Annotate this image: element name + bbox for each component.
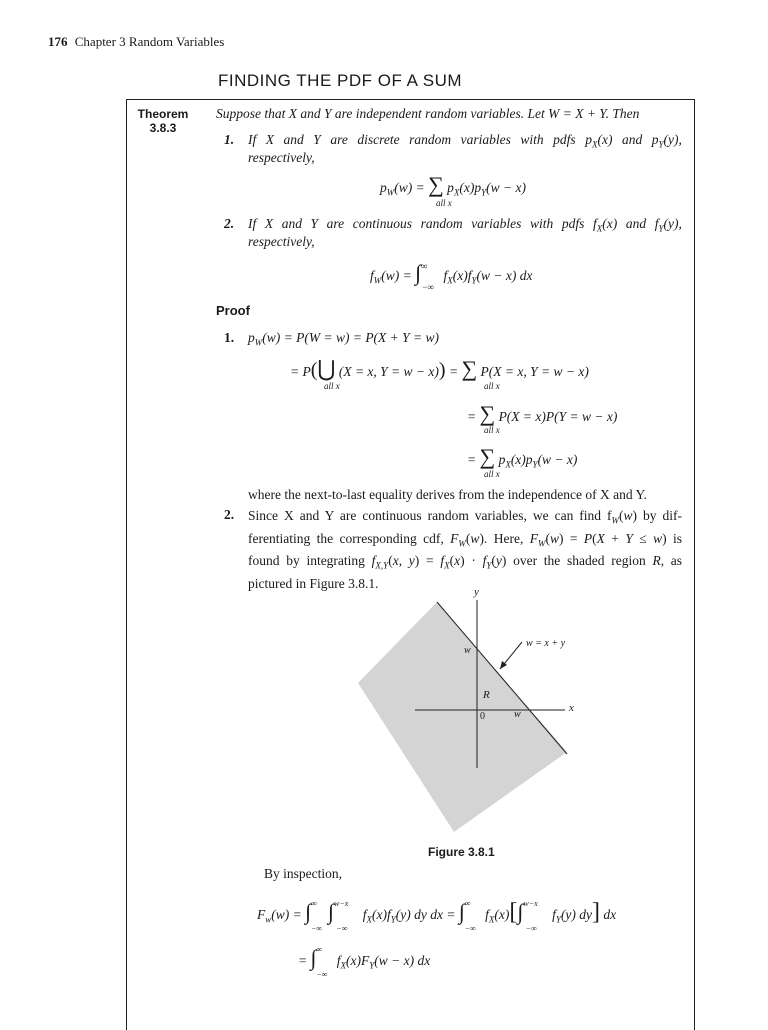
- w-intercept-x-label: w: [514, 709, 521, 720]
- theorem-item2-text: If X and Y are continuous random variables with pdfs $f_X(x)$ and $f_Y(y)$, respectively,: [248, 216, 682, 249]
- y-axis-label: y: [474, 586, 479, 598]
- chapter-title: Chapter 3 Random Variables: [74, 34, 225, 49]
- sum-limit-allx: all x: [436, 198, 452, 208]
- figure-caption: Figure 3.8.1: [428, 845, 495, 859]
- sum-limit-eq2: all x: [484, 381, 500, 391]
- theorem-item2-respectively: respectively,: [248, 233, 315, 249]
- theorem-item2-number: 2.: [224, 216, 235, 231]
- theorem-item1-number: 1.: [224, 132, 235, 147]
- cdf-equation: $F_w(w) = \int^\infty_{-\infty}\int^{w-x}_{-\infty}$ $f_X(x)f_Y(y)$ dy dx = $\int^\infty_{-\infty}$ $f_X(x)[\int^{w-x}_{-\infty}$ $f_Y(y)$ dy] dx: [257, 898, 617, 933]
- x-axis-label: x: [569, 702, 574, 714]
- figure-region-diagram: [340, 580, 600, 840]
- w-intercept-y-label: w: [464, 645, 471, 656]
- proof-item2-line1: Since X and Y are continuous random variables, we can find f: [248, 508, 612, 523]
- union-limit: all x: [324, 381, 340, 391]
- sum-limit-eq3: all x: [484, 425, 500, 435]
- proof-where-text: where the next-to-last equality derives from the independence of X and Y.: [248, 487, 647, 502]
- section-title: FINDING THE PDF OF A SUM: [218, 71, 463, 90]
- proof-eq3: = ∑ P(X = x)P(Y = w − x): [467, 401, 618, 426]
- by-inspection: By inspection,: [264, 866, 342, 881]
- line-equation-label: w = x + y: [526, 638, 566, 649]
- cdf-equation-2: = $\int^\infty_{-\infty}$ $f_X(x)F_Y(w - x)$ dx: [298, 944, 431, 979]
- theorem-item1-text: If X and Y are discrete random variables with pdfs $p_X(x)$ and $p_Y(y)$, respectively,: [248, 132, 682, 165]
- page-number: 176: [48, 34, 68, 49]
- theorem-item1-respectively: respectively,: [248, 149, 315, 165]
- equation-continuous: $f_W(w) = \int^\infty_{-\infty}$ $f_X(x)f_Y(w - x)$ dx: [370, 260, 533, 292]
- proof-eq2: = P(⋃ (X = x, Y = w − x)) = ∑ P(X = x, Y = w − x): [290, 356, 589, 381]
- theorem-number: 3.8.3: [149, 121, 177, 135]
- sum-limit-eq4: all x: [484, 469, 500, 479]
- proof-item2-number: 2.: [224, 507, 235, 522]
- theorem-label-word: Theorem: [137, 107, 189, 121]
- proof-eq1: $p_W(w) = P(W = w) = P(X + Y = w)$: [248, 330, 440, 348]
- theorem-intro: Suppose that X and Y are independent random variables. Let W = X + Y. Then: [216, 106, 640, 121]
- proof-heading: Proof: [216, 303, 250, 318]
- region-r-label: R: [483, 689, 490, 701]
- proof-item2-text: Since X and Y are continuous random variables, we can find $f_W(w)$ by dif- ferentiating the corresponding cdf, $F_W(w)$. Here, $F_W(w) = P(X + Y \le w)$ is found by integrating $f_{X,Y}(x$, $y) = f_X(x) \cdot f_Y(y)$ over the shaded region R, as pictured in Figure 3.8.1.: [248, 508, 683, 592]
- proof-eq4: = ∑ $p_X(x)p_Y(w - x)$: [467, 444, 578, 470]
- running-header: [48, 34, 224, 50]
- equation-discrete: $p_W(w)$ = ∑ $p_X(x)p_Y(w - x)$: [380, 172, 527, 198]
- origin-label: 0: [480, 711, 485, 722]
- proof-item1-number: 1.: [224, 330, 235, 345]
- theorem-label: [132, 107, 194, 135]
